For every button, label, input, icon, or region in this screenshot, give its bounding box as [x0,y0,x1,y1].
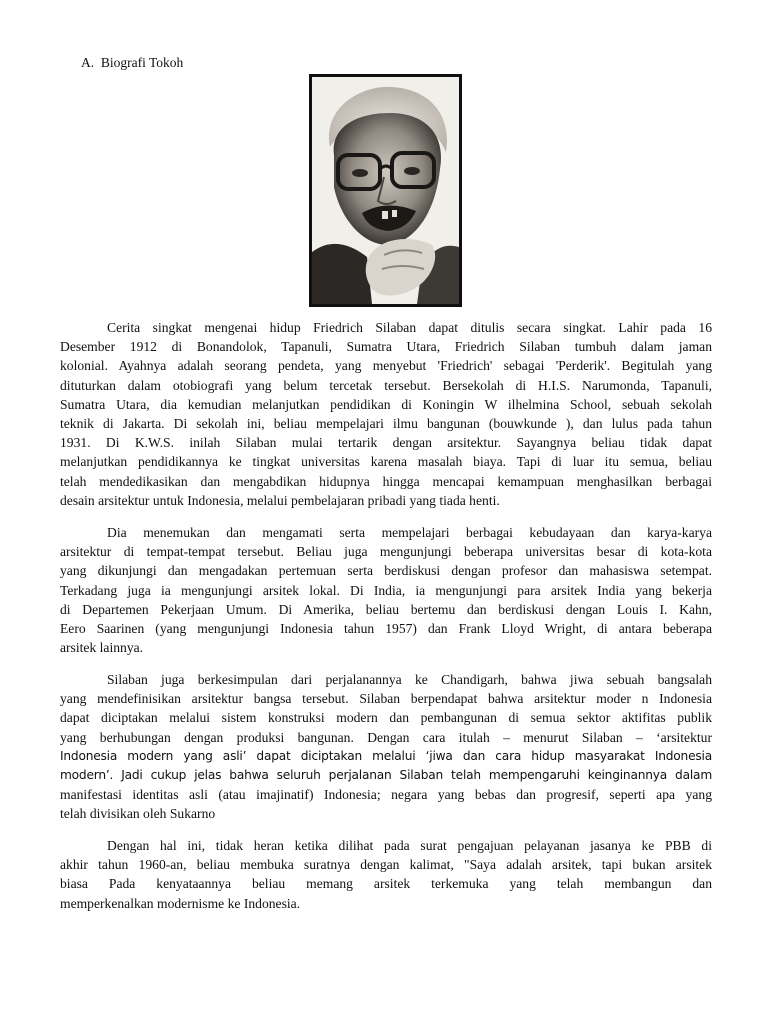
paragraph-line: teknik di Jakarta. Di sekolah ini, beliau mempelajari ilmu bangunan (bouwkunde ), dan lulus pada tahun [60,416,712,432]
paragraph-line: Desember 1912 di Bonandolok, Tapanuli, Sumatra Utara, Friedrich Silaban tumbuh dalam jaman [60,339,712,355]
paragraph-line: modern’. Jadi cukup jelas bahwa seluruh perjalanan Silaban telah mempengaruhi keinginannya dalam [60,768,712,783]
paragraph-line: arsitektur di tempat-tempat tersebut. Beliau juga mengunjungi beberapa universitas besar di kota-kota [60,544,712,560]
paragraph-line: yang berhubungan dengan produksi bangunan. Dengan cara itulah – menurut Silaban – ‘arsitektur [60,729,712,745]
paragraph-line: Silaban juga berkesimpulan dari perjalanannya ke Chandigarh, bahwa jiwa sebuah bangsalah [107,672,712,687]
paragraph-3 [60,670,712,824]
section-heading: A. Biografi Tokoh [81,55,184,70]
paragraph-2 [60,523,712,657]
paragraph-4 [60,836,712,913]
portrait-photo [309,74,462,307]
paragraph-line: yang mendefinisikan arsitektur bangsa tersebut. Silaban berpendapat bahwa arsitektur moder n Indonesia [60,691,712,707]
paragraph-line: Sumatra Utara, dia kemudian melanjutkan pendidikan di Koningin W ilhelmina School, sebuah sekolah [60,396,712,412]
paragraph-1 [60,318,712,510]
paragraph-line: Eero Saarinen (yang mengunjungi Indonesia tahun 1957) dan Frank Lloyd Wright, di antara beberapa [60,621,712,637]
paragraph-line: 1931. Di K.W.S. inilah Silaban mulai tertarik dengan arsitektur. Sayangnya beliau tidak dapat [60,435,712,451]
paragraph-line: Terkadang juga ia mengunjungi arsitek lokal. Di India, ia mengunjungi para arsitek India yang bekerja [60,582,712,598]
paragraph-line: Cerita singkat mengenai hidup Friedrich Silaban dapat ditulis secara singkat. Lahir pada 16 [107,320,712,335]
paragraph-line: telah mendedikasikan dan mengabdikan hidupnya hingga mencapai kemampuan menghasilkan berbagai [60,473,712,489]
paragraph-line: desain arsitektur untuk Indonesia, melalui pembelajaran pribadi yang tiada henti. [60,492,500,508]
paragraph-line: Indonesia modern yang asli’ dapat diciptakan melalui ‘jiwa dan cara hidup masyarakat Indonesia [60,748,712,763]
paragraph-line: telah divisikan oleh Sukarno [60,806,216,822]
portrait-photo-icon [312,77,459,304]
paragraph-line: kolonial. Ayahnya adalah seorang pendeta, yang menyebut 'Friedrich' sebagai 'Perderik'. Begitulah yang [60,358,712,374]
paragraph-line: arsitek lainnya. [60,640,144,656]
paragraph-line: Dengan hal ini, tidak heran ketika dilihat pada surat pengajuan pelayanan jasanya ke PBB di [107,838,712,853]
paragraph-line: manifestasi identitas asli (atau imajinatif) Indonesia; negara yang bebas dan progresif, seperti apa yang [60,787,712,803]
paragraph-line: dituturkan dalam otobiografi yang belum tercetak tersebut. Bersekolah di H.I.S. Narumonda, Tapanuli, [60,377,712,393]
paragraph-line: biasa Pada kenyataannya beliau memang arsitek terkemuka yang telah membangun dan [60,876,712,892]
paragraph-line: melanjutkan pendidikannya ke tingkat universitas karena masalah biaya. Tapi di luar itu semua, beliau [60,454,712,470]
paragraph-line: akhir tahun 1960-an, beliau membuka suratnya dengan kalimat, "Saya adalah arsitek, tapi bukan arsitek [60,857,712,873]
paragraph-line: di Departemen Pekerjaan Umum. Di Amerika, beliau bertemu dan berdiskusi dengan Louis I. Kahn, [60,601,712,617]
paragraph-line: Dia menemukan dan mengamati serta mempelajari berbagai kebudayaan dan karya-karya [107,525,712,540]
paragraph-line: yang dikunjungi dan mengadakan pertemuan serta berdiskusi dengan profesor dan mahasiswa setempat. [60,563,712,579]
paragraph-line: dapat diciptakan melalui sistem konstruksi modern dan pembangunan di semua sektor aktifitas publik [60,710,712,726]
paragraph-line: memperkenalkan modernisme ke Indonesia. [60,895,301,911]
